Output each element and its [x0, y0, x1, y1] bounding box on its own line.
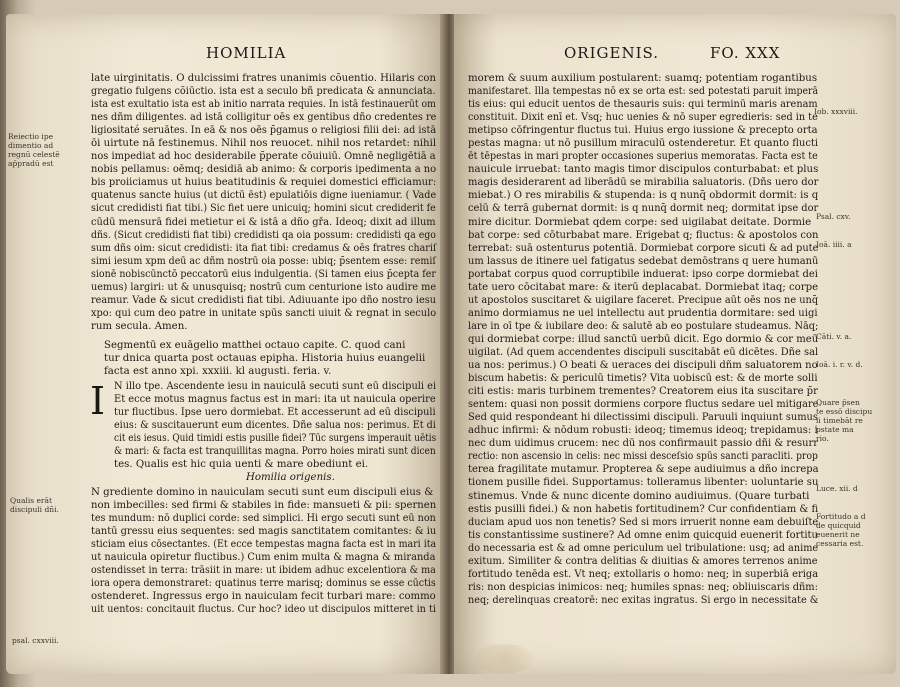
text-line: exitum. Similiter & contra delitias & diuitias & amores terrenos anime — [468, 555, 818, 567]
text-line: miebat.) O res mirabilis & stupenda: is q nunq̄ obdormit dormit: is q — [468, 190, 819, 202]
margin-note-line: ap̄pradū est — [8, 159, 54, 168]
margin-note-right-1 — [814, 107, 858, 116]
text-line: tur fluctibus. Ipse uero dormiebat. Et accesserunt ad eū discipuli — [114, 407, 436, 419]
text-line: sionē nobiscūnctō peccatorū eius indulgentia. (Si tamen eius p̄cepta fer — [91, 268, 436, 280]
text-line: tes. Qualis est hic quia uenti & mare obediunt ei. — [114, 459, 369, 471]
margin-note-line: psal. cxxviii. — [12, 636, 59, 645]
text-line: nauicule irruebat: tanto magis timor discipulos conturbabat: et plus — [468, 164, 819, 176]
text-line: animo dormiamus ne uel intellectu aut prudentia dormitare: sed uigi — [468, 307, 818, 319]
margin-note-line: Ioā. i. r. v. d. — [816, 360, 863, 369]
margin-note-line: discipuli dñi. — [10, 505, 59, 514]
margin-note-line: Iob. xxxviii. — [814, 107, 858, 116]
margin-note-left-1 — [8, 132, 60, 168]
text-line: reamur. Vade & sicut credidisti fiat tibi. Adiuuante ipo dño nostro iesu — [91, 294, 436, 306]
text-line: nes dñm diligentes. ad istā colligitur oēs ex gentibus dño credentes re — [91, 112, 437, 124]
text-line: morem & suum auxilium postularent: suamq; potentiam rogantibus — [468, 73, 818, 84]
text-line: tionem pusille fidei. Supportamus: tolleramus libenter: uoluntarie su — [468, 477, 819, 489]
margin-note-line: Reiectio ipe — [8, 132, 54, 141]
rubric-line: tur dnica quarta post octauas epipha. Historia huius euangelii — [104, 353, 426, 365]
text-line: nec dum uidimus crucem: nec dū nos confirmauit passio dñi & resurr — [468, 438, 818, 450]
text-line: ris: non despicias inimicos: neq; humiles spnas: neq; obliuiscaris dñm: — [468, 581, 818, 593]
text-line: ut apostolos suscitaret & uigilare faceret. Precipue aūt oēs nos ne unq̄ — [468, 294, 819, 306]
margin-note-right-7 — [816, 484, 858, 493]
text-line: uemus) largiri: ut & unusquisq; nostrū cum centurione isto audire me — [91, 281, 437, 293]
text-line: sentem: quasi non possit dormiens corpore fluctus sedare uel mitigare — [468, 399, 819, 411]
margin-note-line: Psal. cxv. — [816, 212, 851, 221]
right-page — [454, 14, 896, 674]
text-line: tate uero cōcitabat mare: & iterū deplacabat. Dormiebat itaq; corpe — [468, 281, 819, 293]
text-line: terrebat: suā ostenturus potentiā. Dormiebat corpore sicuti & ad pute — [468, 242, 819, 254]
margin-note-right-5 — [816, 360, 863, 369]
gospel-rubric — [104, 339, 434, 378]
text-line: eius: & suscitauerunt eum dicentes. Dñe salua nos: perimus. Et di — [114, 420, 436, 432]
text-line: sticiam eius cōsectantes. (Et ecce tempestas magna facta est in mari ita — [91, 539, 437, 551]
text-line: dñs. (Sicut credidisti fiat tibi) credidisti qa oia possum: credidisti qa ego — [91, 229, 436, 241]
folio-number: FO. XXX — [710, 44, 781, 62]
text-line: N illo tpe. Ascendente iesu in nauiculā secuti sunt eū discipuli ei — [114, 381, 437, 392]
text-line: metipso cōfringentur fluctus tui. Huius ergo iussione & precepto orta — [468, 125, 818, 137]
text-line: tes mundum: nō duplici corde: sed simplici. Hi ergo secuti sunt eū non — [91, 513, 436, 525]
text-line: cit eis iesus. Quid timidi estis pusille fidei? Tūc surgens imperauit uētis — [114, 433, 437, 445]
text-line: do necessaria est & ad omne periculum uel tribulatione: usq; ad anime — [468, 542, 819, 554]
text-line: stinemus. Vnde & nunc dicente domino audiuimus. (Quare turbati — [468, 490, 810, 502]
text-line: estis pusilli fidei.) & non habetis fortitudinem? Cur confidentiam & fi — [468, 503, 819, 515]
margin-note-line: euenerit ne — [816, 530, 860, 539]
paper-stain — [474, 644, 534, 674]
text-line: sum dñs oim: sicut credidisti: ita fiat tibi: credamus & oēs fratres chariſ — [91, 242, 437, 254]
text-line: uit uentos: concitauit fluctus. Cur hoc? ideo ut discipulos mitteret in ti — [91, 604, 436, 616]
text-line: celū & terrā gubernat dormit: is q nunq̄ dormit neq; dormitat ipse dor — [468, 203, 819, 215]
margin-note-right-2 — [816, 212, 851, 221]
margin-note-line: cessaria est. — [816, 539, 864, 548]
text-line: late uirginitatis. O dulcissimi fratres unanimis cõuentio. Hilaris con — [91, 73, 436, 84]
text-line: nobis pellamus: oēmq; desidiā ab animo: & corporis ipedimenta a no — [91, 164, 437, 176]
text-line: fortitudo tenēda est. Vt neq; extollaris o homo: neq; in superbiā eriga — [468, 568, 819, 580]
margin-note-right-3 — [816, 240, 852, 249]
text-line: rectio: non ascensio in celis: nec missi desceſsio spūs sancti paracliti. prop — [468, 451, 818, 463]
text-line: lare in oī tpe & iubilare deo: & salutē ab eo postulare studeamus. Nāq; — [468, 320, 819, 332]
margin-note-line: Luce. xii. d — [816, 484, 858, 493]
text-line: uigilat. (Ad quem accendentes discipuli suscitabāt eū dicētes. Dñe sal — [468, 346, 819, 358]
text-line: magis desiderarent ad liberādū se mirabilia saluatoris. (Dñs uero dor — [468, 177, 819, 189]
text-line: tis constantissime sustinere? Ad omne enim quicquid euenerit fortitu — [468, 529, 818, 541]
text-line: qui dormiebat corpe: illud sanctū uerbū dicit. Ego dormio & cor meū — [468, 333, 819, 345]
margin-note-line: Quare p̄sen — [816, 398, 860, 407]
text-line: cūdū mensurā fidei metietur ei & istā a dño gřa. Ideoq; dixit ad illum — [91, 216, 436, 228]
text-line: manifestaret. Illa tempestas nō ex se orta est: sed potestati paruit imperā — [468, 86, 819, 98]
margin-note-line: te essō discipu — [816, 407, 873, 416]
text-line: portabat corpus quod corruptibile induerat: ipso corpe dormiebat dei — [468, 268, 818, 280]
text-line: Et ecce motus magnus factus est in mari: ita ut nauicula operire — [114, 394, 436, 406]
margin-note-right-8 — [816, 512, 866, 548]
text-line: bat corpe: sed cōturbabat mare. Erigebat q; fluctus: & apostolos con — [468, 229, 819, 241]
margin-note-right-6 — [816, 398, 872, 443]
text-line: quatenus sancte huius (ut dictū ēst) epulatiōis digne iueniamur. ( Vade — [91, 190, 437, 202]
margin-note-line: dimentio ad — [8, 141, 54, 150]
margin-note-line: pstate ma — [816, 425, 854, 434]
margin-note-left-3 — [12, 636, 59, 645]
text-line: rum secula. Amen. — [91, 320, 188, 332]
text-line: duciam apud uos non tenetis? Sed si mors irruerit nonne eam debuiſte — [468, 516, 819, 528]
homily-title: Homilia origenis. — [246, 472, 335, 483]
margin-note-line: Cāti. v. a. — [816, 332, 852, 341]
text-line: iora opera demonstraret: quatinus terre marisq; dominus se esse cūctis — [91, 578, 436, 590]
margin-note-line: rio. — [816, 434, 829, 443]
text-line: nos impediat ad hoc desiderabile p̄perate cōuiuiū. Omnē negligētiā a — [91, 151, 436, 163]
text-line: ligiositaté seruātes. In eā & nos oēs p̄gamus o religiosi filii dei: ad istā — [91, 125, 437, 137]
text-line: tis eius: qui educit uentos de thesauris suis: qui terminū maris arenam — [468, 99, 818, 111]
homily-text — [91, 486, 436, 616]
text-line: neq; derelinquas creatorē: nec exitas ingratus. Si ergo in necessitate & — [468, 594, 819, 606]
text-line: ōi uirtute nā festinemus. Nihil nos reuocet. nihil nos retardet: nihil — [91, 138, 437, 150]
margin-note-line: li timebāt re — [816, 416, 863, 425]
text-line: adhuc infirmi: & nōdum robusti: ideoq; timemus ideoq; trepidamus: i — [468, 425, 818, 437]
text-line: ut nauicula opiretur fluctibus.) Cum enim multa & magna & miranda — [91, 552, 436, 564]
text-line: ostenderet. Ingressus ergo in nauiculam fecit turbari mare: commo — [91, 591, 436, 603]
gospel-text — [114, 380, 436, 471]
rubric-line: Segmentū ex euāgelio matthei octauo capite. C. quod cani — [104, 340, 406, 351]
text-line: Sed quid respondeant hi dilectissimi discipuli. Paruuli inquiunt sumus — [468, 412, 818, 424]
text-line: simi iesum xpm deū ac dñm nostrū oia posse: ubiq; p̄sentem esse: remiſ — [91, 255, 436, 267]
text-line: & mari: & facta est tranquillitas magna. Porro hoies mirati sunt dicen — [114, 446, 436, 458]
running-head-left: HOMILIA — [206, 44, 287, 62]
text-line: non imbecilles: sed firmi & stabiles in fide: mansueti & pii: spernen — [91, 500, 437, 512]
text-line: biscum habetis: & periculū timetis? Vita uobiscū est: & de morte solli — [468, 373, 818, 385]
text-line: ēt tēpestas in mari propter occasiones superius memoratas. Facta est te — [468, 151, 818, 163]
margin-note-line: de quicquid — [816, 521, 861, 530]
text-line: N grediente domino in nauiculam secuti sunt eum discipuli eius & — [91, 487, 434, 498]
running-head-right: ORIGENIS. — [564, 44, 660, 62]
drop-cap-initial: I — [90, 379, 106, 423]
text-line: sicut credidisti fiat tibi.) Sic fiet uere unicuiq; homini sicut crediderit fe — [91, 203, 436, 215]
text-line: citi estis: maris turbinem trementes? Creatorem eius ita suscitare p̄r — [468, 386, 818, 398]
text-line: gregatio fulgens cõiūctio. ista est a seculo bñ predicata & annunciata. — [91, 86, 436, 98]
right-body-text — [468, 72, 818, 607]
text-line: ua nos: perimus.) O beati & ueraces dei discipuli dñm saluatorem no — [468, 360, 818, 372]
rubric-line: facta est anno xpi. xxxiii. kl augusti. feria. v. — [104, 366, 332, 378]
text-line: constituit. Dixit enī et. Vsq; huc uenies & nō super egredieris: sed in te — [468, 112, 818, 124]
margin-note-line: regnū celestē — [8, 150, 60, 159]
text-line: pestas magna: ut nō pusillum miraculū ostenderetur. Et quanto flucti — [468, 138, 819, 150]
text-line: terea fragilitate mutamur. Propterea & sepe audiuimus a dño increpa — [468, 464, 819, 476]
text-line: ista est exultatio ista est ab initio narrata requies. In istā festinauerūt om — [91, 99, 436, 111]
text-line: xpo: qui cum deo patre in unitate spūs sancti uiuit & regnat in seculo — [91, 307, 437, 319]
left-body-text — [91, 72, 436, 333]
text-line: tantū gressu eius sequentes: sed magis sanctitatem comitantes: & iu — [91, 526, 437, 538]
margin-note-line: Qualis erāt — [10, 496, 52, 505]
left-page — [6, 14, 446, 674]
margin-note-left-2 — [10, 496, 59, 514]
margin-note-line: Fortitudo a d — [816, 512, 866, 521]
text-line: mire dicitur. Dormiebat qdem corpe: sed uigilabat deitate. Dormie — [468, 216, 812, 228]
text-line: ostendisset in terra: trāsiit in mare: ut ibidem adhuc excelentiora & ma — [91, 565, 436, 577]
text-line: bis proiiciamus ut huius beatitudinis & requiei domestici efficiamur: — [91, 177, 437, 189]
text-line: um lassus de itinere uel fatigatus sedebat demōstrans q uere humanū — [468, 255, 819, 267]
margin-note-right-4 — [816, 332, 851, 341]
margin-note-line: Ioā. iiii. a — [816, 240, 852, 249]
